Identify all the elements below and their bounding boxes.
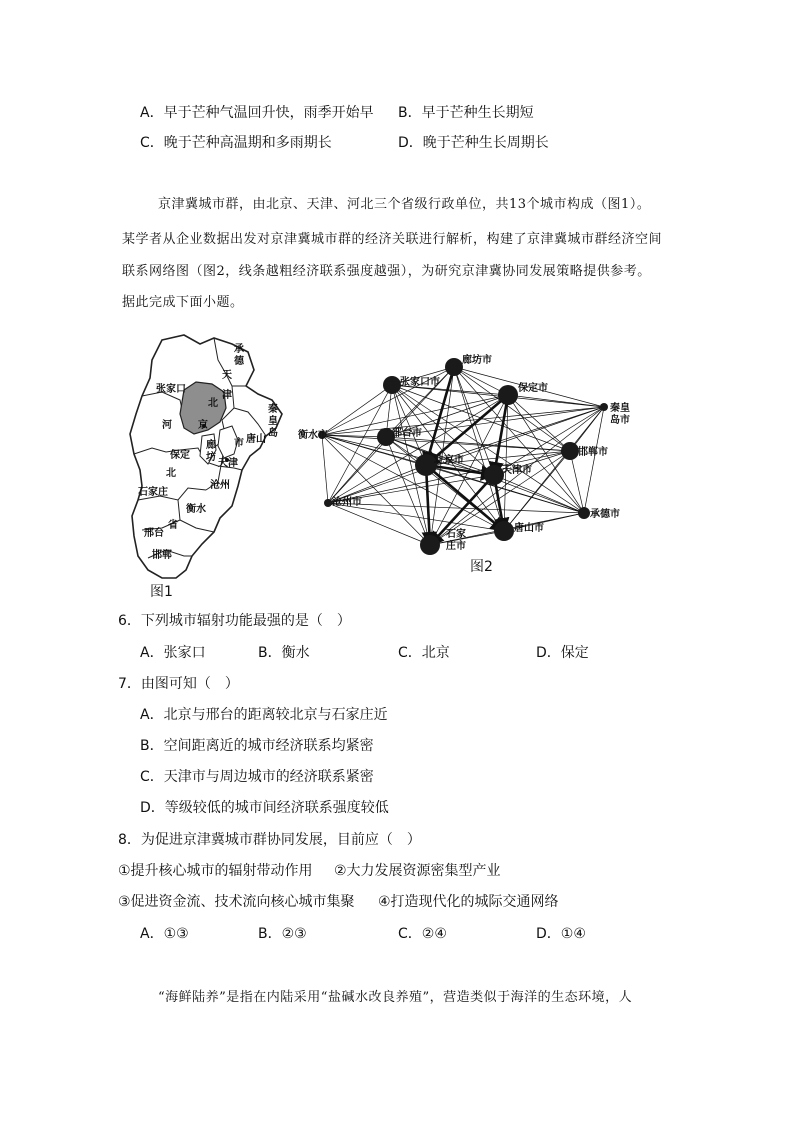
- q6-option-d: D．保定: [536, 645, 589, 661]
- map-label-sheng: 省: [168, 520, 178, 531]
- node-label-handan: 邯郸市: [578, 447, 608, 458]
- network-edge: [494, 475, 584, 513]
- map-label-jing: 京: [198, 420, 208, 431]
- map-label-bei: 北: [208, 398, 218, 409]
- node-label-zhangjiakou: 张家口市: [400, 377, 440, 388]
- network-edge: [508, 395, 604, 407]
- map-label-qin: 秦: [268, 404, 278, 415]
- map-label-hengshui: 衡水: [186, 504, 206, 515]
- network-node-tangshan: [494, 521, 514, 541]
- q7-option-b: B．空间距离近的城市经济联系均紧密: [140, 738, 374, 754]
- map-label-huang: 皇: [268, 416, 278, 427]
- q6-option-c: C．北京: [398, 645, 450, 661]
- network-edge: [322, 435, 494, 475]
- map-label-tangshan: 唐山: [246, 434, 266, 445]
- map-label-zhangjiakou: 张家口: [156, 384, 186, 395]
- q7-option-d: D．等级较低的城市间经济联系强度较低: [140, 800, 389, 816]
- node-label-chengde: 承德市: [590, 509, 620, 520]
- figure1-map: [122, 330, 302, 602]
- node-label-cangzhou: 沧州市: [332, 497, 362, 508]
- map-label-baoding: 保定: [170, 450, 190, 461]
- q7-stem: 7．由图可知（ ）: [118, 676, 239, 692]
- q8-option-c: C．②④: [398, 926, 447, 942]
- q8-stem: 8．为促进京津冀城市群协同发展，目前应（ ）: [118, 832, 421, 848]
- passage-line-4: 据此完成下面小题。: [122, 295, 244, 310]
- network-node-handan: [561, 442, 579, 460]
- map-label-tianjin: 天津: [218, 458, 238, 469]
- network-edge: [584, 407, 604, 513]
- map-label-cheng: 承: [234, 344, 244, 355]
- q8-statement-1: ①提升核心城市的辐射带动作用: [118, 863, 313, 879]
- node-label-qinhuangdao-2: 岛市: [610, 415, 630, 426]
- node-label-hengshui: 衡水市: [298, 430, 328, 441]
- q8-statement-4: ④打造现代化的城际交通网络: [378, 894, 559, 910]
- q6-option-a: A．张家口: [140, 645, 206, 661]
- network-node-tianjin: [484, 465, 504, 485]
- network-edge: [328, 503, 584, 513]
- node-label-tangshan: 唐山市: [514, 523, 544, 534]
- node-label-shijiazhuang-2: 庄市: [446, 541, 466, 552]
- node-label-langfang: 廊坊市: [462, 355, 492, 366]
- node-label-shijiazhuang-1: 石家: [446, 529, 466, 540]
- map-label-handan: 邯郸: [152, 550, 172, 561]
- network-node-zhangjiakou: [383, 376, 401, 394]
- q6-option-b: B．衡水: [258, 645, 310, 661]
- figure2-caption: 图2: [470, 559, 493, 575]
- q5-option-a: A．早于芒种气温回升快，雨季开始早: [140, 105, 374, 121]
- node-label-xingtai: 邢台市: [392, 428, 422, 439]
- next-passage-line: “海鲜陆养”是指在内陆采用“盐碱水改良养殖”，营造类似于海洋的生态环境，人: [158, 990, 633, 1005]
- network-edge: [386, 437, 570, 451]
- map-label-cangzhou: 沧州: [210, 480, 230, 491]
- q5-option-d: D．晚于芒种生长周期长: [398, 135, 549, 151]
- passage-line-2: 某学者从企业数据出发对京津冀城市群的经济关联进行解析，构建了京津冀城市群经济空间: [122, 232, 663, 247]
- map-label-de: 德: [234, 356, 244, 367]
- map-label-dao: 岛: [268, 428, 278, 439]
- network-edge: [322, 435, 328, 503]
- network-edge: [328, 503, 430, 545]
- network-node-baoding: [498, 385, 518, 405]
- passage-line-3: 联系网络图（图2，线条越粗经济联系强度越强），为研究京津冀协同发展策略提供参考。: [122, 264, 651, 279]
- q8-statement-3: ③促进资金流、技术流向核心城市集聚: [118, 894, 355, 910]
- network-node-shijiazhuang: [420, 535, 440, 555]
- node-label-baoding: 保定市: [518, 383, 548, 394]
- figure1-caption: 图1: [150, 584, 173, 600]
- map-label-fang: 坊: [206, 452, 216, 463]
- map-label-lang: 廊: [206, 440, 216, 451]
- network-node-chengde: [578, 507, 590, 519]
- node-label-qinhuangdao-1: 秦皇: [610, 403, 630, 414]
- map-label-xingtai: 邢台: [144, 528, 164, 539]
- map-label-bei2: 北: [166, 468, 176, 479]
- q8-statement-2: ②大力发展资源密集型产业: [334, 863, 501, 879]
- node-label-beijing: 北京市: [434, 455, 464, 466]
- passage-line-1: 京津冀城市群，由北京、天津、河北三个省级行政单位，共13个城市构成（图1）。: [158, 197, 651, 212]
- network-node-langfang: [445, 358, 463, 376]
- q7-option-a: A．北京与邢台的距离较北京与石家庄近: [140, 707, 388, 723]
- q7-option-c: C．天津市与周边城市的经济联系紧密: [140, 769, 374, 785]
- network-node-cangzhou: [324, 499, 332, 507]
- node-label-tianjin: 天津市: [502, 465, 532, 476]
- map-label-tian: 天: [222, 370, 232, 381]
- network-node-qinhuangdao: [600, 403, 608, 411]
- q5-option-c: C．晚于芒种高温期和多雨期长: [140, 135, 332, 151]
- q8-option-d: D．①④: [536, 926, 586, 942]
- q8-option-a: A．①③: [140, 926, 189, 942]
- network-edge: [426, 465, 430, 545]
- figure2-network: [292, 345, 642, 575]
- map-label-he: 河: [162, 420, 172, 431]
- map-label-jin: 津: [222, 390, 232, 401]
- map-label-shi: 市: [234, 438, 244, 449]
- q8-option-b: B．②③: [258, 926, 307, 942]
- network-edge: [570, 451, 584, 513]
- q5-option-b: B．早于芒种生长期短: [398, 105, 534, 121]
- q6-stem: 6．下列城市辐射功能最强的是（ ）: [118, 613, 351, 629]
- map-label-shijiazhuang: 石家庄: [138, 487, 168, 498]
